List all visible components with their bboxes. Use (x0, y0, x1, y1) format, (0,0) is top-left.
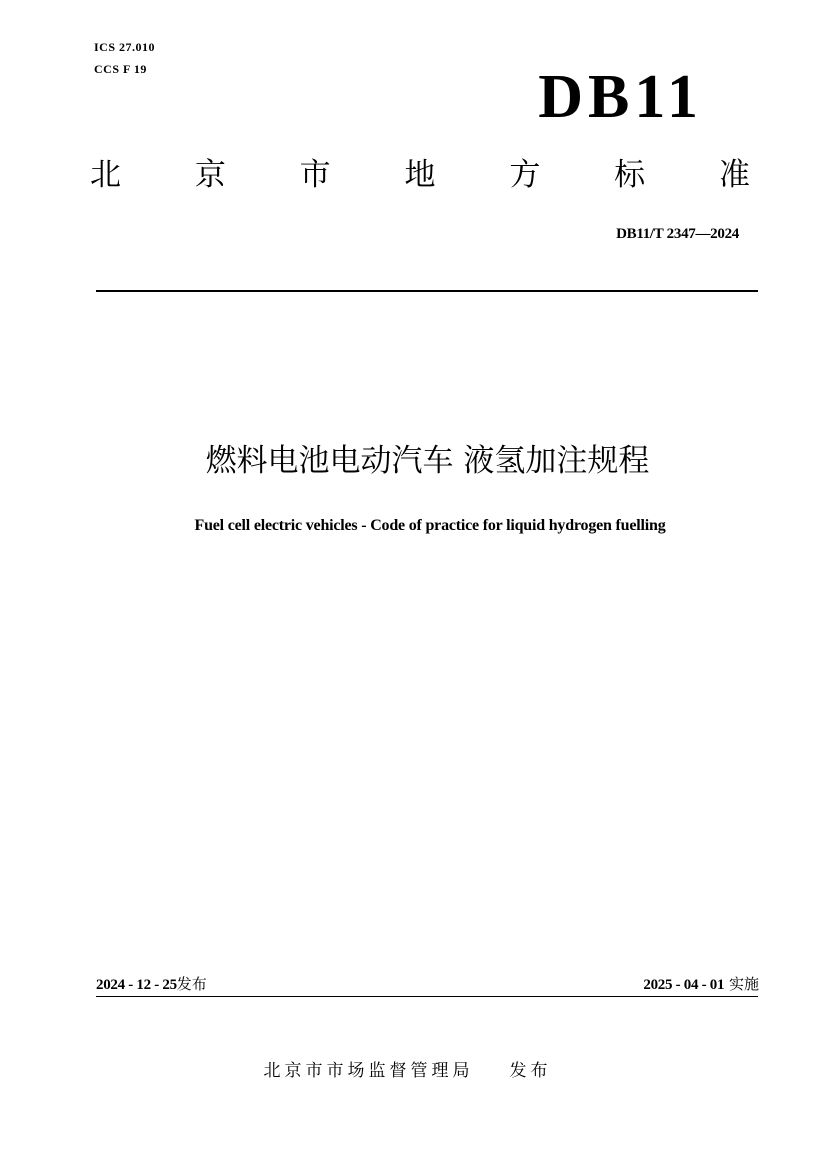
standard-type-char: 标 (614, 157, 646, 193)
ics-code: ICS 27.010 (94, 40, 156, 54)
top-divider (96, 290, 758, 292)
publish-date-line (96, 974, 207, 995)
standard-type-char: 市 (299, 157, 331, 193)
standard-type-char: 北 (90, 157, 121, 193)
standard-type-char: 京 (194, 157, 226, 193)
implement-date: 2025 - 04 - 01 (643, 977, 725, 993)
standard-number: DB11/T 2347—2024 (616, 226, 739, 242)
standard-type-char: 准 (718, 157, 750, 193)
issuer-line (0, 1056, 815, 1081)
document-title-english: Fuel cell electric vehicles - Code of practice for liquid hydrogen fuelling (194, 517, 666, 534)
standard-type-char: 地 (404, 157, 436, 193)
bottom-divider (96, 996, 758, 997)
issuer-action: 发布 (509, 1061, 552, 1081)
db11-logo: DB11 (538, 63, 703, 131)
standard-type-char: 方 (509, 157, 541, 193)
standard-type-heading (90, 157, 750, 193)
ccs-code: CCS F 19 (94, 62, 147, 76)
document-title-chinese: 燃料电池电动汽车 液氢加注规程 (205, 443, 650, 479)
publish-date: 2024 - 12 - 25 (96, 977, 177, 993)
issuer-name: 北京市市场监督管理局 (263, 1061, 474, 1081)
publish-label: 发布 (176, 975, 207, 993)
implement-date-line (643, 974, 759, 995)
implement-label: 实施 (728, 975, 759, 993)
